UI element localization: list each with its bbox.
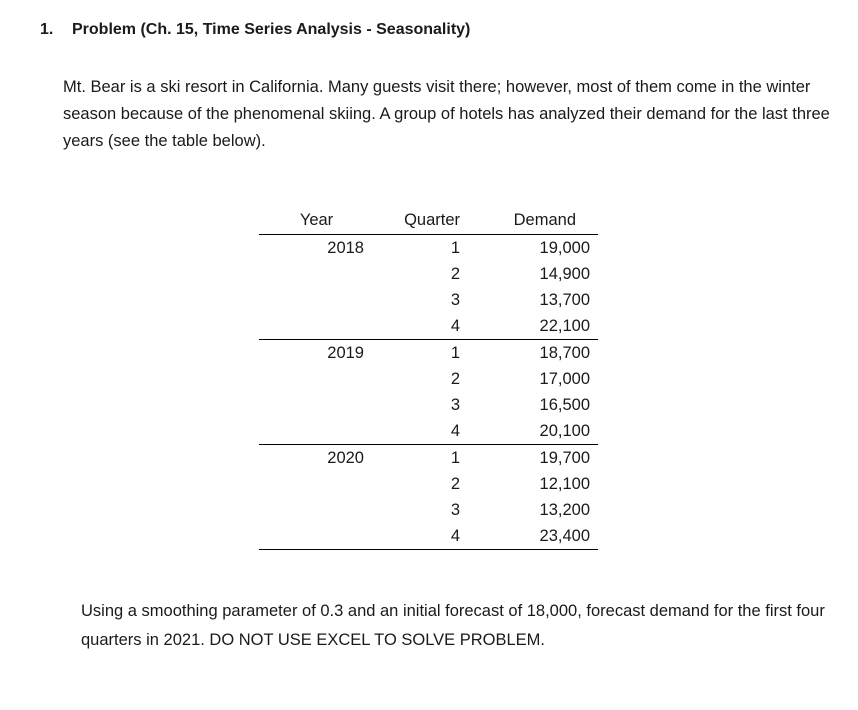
problem-title: Problem (Ch. 15, Time Series Analysis - Seasonality) [72, 21, 471, 38]
cell-demand: 13,700 [539, 290, 590, 309]
cell-quarter: 1 [450, 343, 460, 362]
cell-year [259, 313, 364, 340]
cell-year [259, 261, 364, 287]
cell-quarter: 2 [450, 474, 460, 493]
table-row [259, 523, 598, 550]
cell-demand: 18,700 [539, 343, 590, 362]
cell-demand: 23,400 [460, 523, 598, 550]
question-text: Using a smoothing parameter of 0.3 and an initial forecast of 18,000, forecast demand for the first four quarters in 2021. DO NOT USE EXCEL TO SOLVE PROBLEM. [81, 602, 825, 649]
cell-demand: 14,900 [539, 264, 590, 283]
cell-demand: 22,100 [460, 313, 598, 340]
cell-quarter: 1 [450, 238, 460, 257]
table-row [259, 366, 598, 392]
cell-year [259, 471, 364, 497]
cell-quarter: 1 [450, 448, 460, 467]
table-row [259, 445, 598, 472]
cell-quarter: 3 [450, 500, 460, 519]
problem-number: 1. [40, 21, 54, 38]
cell-year [259, 287, 364, 313]
cell-year [259, 497, 364, 523]
question-paragraph [81, 597, 851, 655]
cell-year [259, 418, 364, 445]
cell-year: 2019 [327, 343, 364, 362]
intro-text: Mt. Bear is a ski resort in California. Many guests visit there; however, most of them come in the winter season because of the phenomenal skiing. A group of hotels has analyzed their demand for the last three years (see the table below). [63, 78, 830, 150]
problem-heading [40, 21, 470, 39]
cell-quarter: 4 [364, 418, 460, 445]
cell-demand: 19,700 [539, 448, 590, 467]
intro-paragraph [63, 74, 853, 155]
cell-demand: 16,500 [539, 395, 590, 414]
table-row [259, 261, 598, 287]
cell-quarter: 2 [450, 369, 460, 388]
cell-quarter: 4 [364, 523, 460, 550]
table-row [259, 313, 598, 340]
cell-year [259, 366, 364, 392]
cell-year [259, 392, 364, 418]
cell-quarter: 4 [364, 313, 460, 340]
header-demand: Demand [460, 207, 598, 235]
table-row [259, 471, 598, 497]
cell-year: 2020 [327, 448, 364, 467]
table-header-row [259, 207, 598, 235]
table-row [259, 497, 598, 523]
table-row [259, 340, 598, 367]
demand-table [259, 207, 598, 550]
table-row [259, 392, 598, 418]
cell-quarter: 3 [450, 395, 460, 414]
cell-demand: 12,100 [539, 474, 590, 493]
cell-demand: 13,200 [539, 500, 590, 519]
cell-demand: 17,000 [539, 369, 590, 388]
table-row [259, 235, 598, 262]
header-year: Year [259, 207, 364, 235]
cell-year: 2018 [327, 238, 364, 257]
cell-year [259, 523, 364, 550]
header-quarter: Quarter [364, 207, 460, 235]
table-row [259, 418, 598, 445]
cell-quarter: 2 [450, 264, 460, 283]
table-row [259, 287, 598, 313]
cell-demand: 19,000 [539, 238, 590, 257]
cell-quarter: 3 [450, 290, 460, 309]
cell-demand: 20,100 [460, 418, 598, 445]
